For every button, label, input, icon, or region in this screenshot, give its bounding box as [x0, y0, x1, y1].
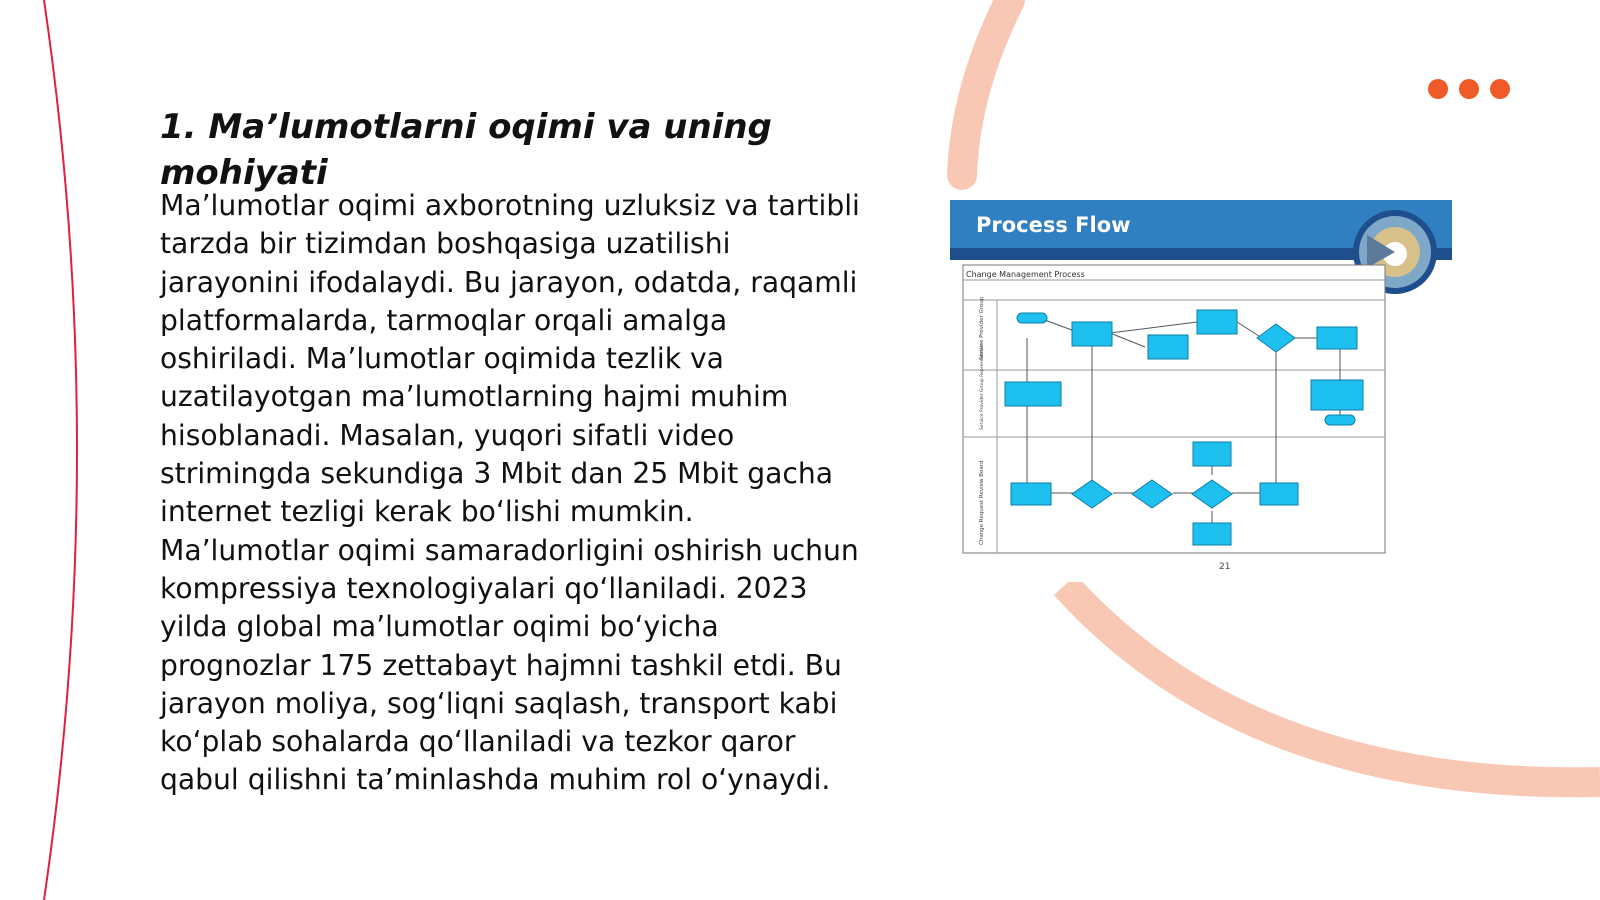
background-arc-upper — [962, 0, 1010, 175]
lane-label: Service Provider Group Representative — [980, 342, 985, 430]
slide-body-text: Ma’lumotlar oqimi axborotning uzluksiz va tartibli tarzda bir tizimdan boshqasiga uzatilishi jarayonini ifodalaydi. Bu jarayon, odatda, raqamli platformalarda, tarmoqlar orqali amalga oshiriladi. Ma’lumotlar oqimida tezlik va uzatilayotgan ma’lumotlarning hajmi muhim hisoblanadi. Masalan, yuqori sifatli video strimingda sekundiga 3 Mbit dan 25 Mbit gacha internet tezligi kerak bo‘lishi mumkin. Ma’lumotlar oqimi samaradorligini oshirish uchun kompressiya texnologiyalari qo‘llaniladi. 2023 yilda global ma’lumotlar oqimi bo‘yicha prognozlar 175 zettabayt hajmni tashkil etdi. Bu jarayon moliya, sog‘liqni saqlash, transport kabi ko‘plab sohalarda qo‘llaniladi va tezkor qaror qabul qilishni ta’minlashda muhim rol o‘ynaydi. — [160, 189, 860, 797]
dot-icon — [1459, 79, 1479, 99]
image-page-number: 21 — [1219, 562, 1231, 572]
dot-icon — [1428, 79, 1448, 99]
dot-icon — [1490, 79, 1510, 99]
left-red-arc — [44, 0, 77, 900]
decorative-dots — [1428, 79, 1510, 99]
lane-label: Change Request Review Board — [979, 460, 985, 545]
process-flow-image — [950, 200, 1452, 582]
background-arc-lower — [1065, 585, 1600, 782]
lane-label: Service Provider Group — [979, 296, 985, 360]
image-header-title: Process Flow — [976, 213, 1131, 237]
diagram-title: Change Management Process — [966, 270, 1085, 279]
slide-title: 1. Ma’lumotlarni oqimi va uning mohiyati — [160, 107, 772, 193]
